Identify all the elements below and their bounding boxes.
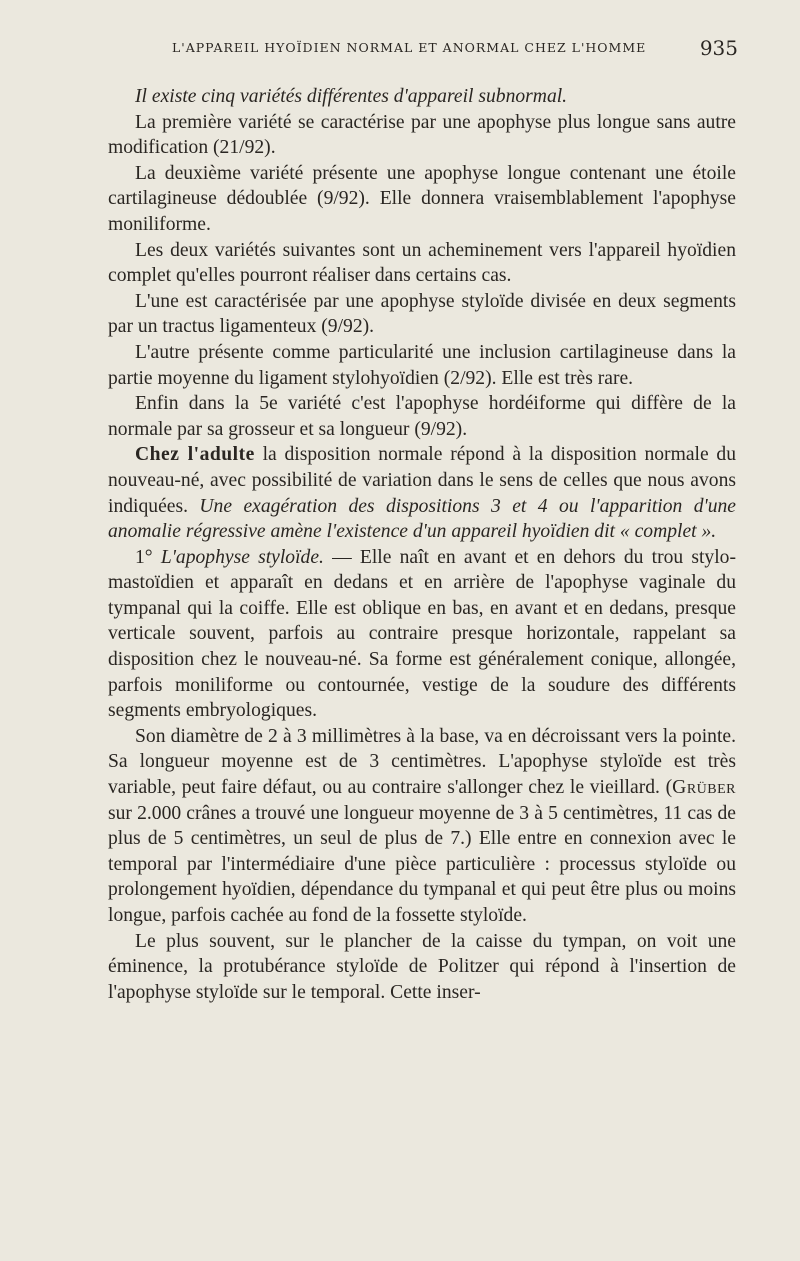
adult-italic: Une exagération des dispositions 3 et 4 ou l'apparition d'une anomalie régressive amène l'existence d'un appareil hyoïdien dit « complet ». [108, 495, 736, 543]
adult-text: la disposition normale répond à la disposition normale du nouveau-né, avec possibilité de variation dans le sens de celles que nous avons indiquées. [108, 444, 737, 517]
diameter-text-b: sur 2.000 crânes a trouvé une longueur moyenne de 3 à 5 centimètres, 11 cas de plus de 5 centimètres, un seul de plus de 7.) Elle entre en connexion avec le temporal par l'intermédiaire d'une pièce particulière : processus styloïde ou prolongement hyoïdien, dépendance du tympanal et qui peut être plus ou moins longue, parfois cachée au fond de la fossette styloïde. [108, 802, 736, 926]
paragraph: L'une est caractérisée par une apophyse styloïde divisée en deux segments par un tractus ligamenteux (9/92). [108, 290, 736, 338]
running-title: L'APPAREIL HYOÏDIEN NORMAL ET ANORMAL CHEZ L'HOMME [172, 40, 647, 55]
paragraph-diameter [108, 724, 736, 929]
body-text [108, 84, 736, 1005]
paragraph: Les deux variétés suivantes sont un acheminement vers l'appareil hyoïdien complet qu'elles pourront réaliser dans certains cas. [108, 239, 736, 287]
author-name: Grüber [672, 777, 736, 799]
styloid-text: — Elle naît en avant et en dehors du trou stylo-mastoïdien et apparaît en dedans et en arrière de l'apophyse vaginale du tympanal qui la coiffe. Elle est oblique en bas, en avant et en dedans, presque verticale souvent, parfois au contraire presque horizontale, rappelant sa disposition chez le nouveau-né. Sa forme est généralement conique, allongée, parfois moniliforme ou contournée, vestige de la soudure des différents segments embryologiques. [108, 546, 736, 722]
paragraph-styloid [108, 545, 736, 724]
section-title: L'apophyse styloïde. [160, 546, 324, 568]
page-header [172, 36, 738, 60]
paragraph-adult [108, 442, 736, 544]
adult-lead: Chez l'adulte [135, 444, 255, 466]
paragraph: Le plus souvent, sur le plancher de la caisse du tympan, on voit une éminence, la protubérance styloïde de Politzer qui répond à l'insertion de l'apophyse styloïde sur le temporal. Cette inser- [108, 930, 736, 1003]
section-number: 1° [135, 546, 161, 568]
paragraph: La première variété se caractérise par une apophyse plus longue sans autre modification (21/92). [108, 111, 736, 159]
paragraph: La deuxième variété présente une apophyse longue contenant une étoile cartilagineuse dédoublée (9/92). Elle donnera vraisemblablement l'apophyse moniliforme. [108, 162, 736, 235]
paragraph: L'autre présente comme particularité une inclusion cartilagineuse dans la partie moyenne du ligament stylohyoïdien (2/92). Elle est très rare. [108, 341, 736, 389]
page-number: 935 [699, 36, 738, 60]
paragraph: Enfin dans la 5e variété c'est l'apophyse hordéiforme qui diffère de la normale par sa grosseur et sa longueur (9/92). [108, 393, 736, 440]
diameter-text-a: Son diamètre de 2 à 3 millimètres à la base, va en décroissant vers la pointe. Sa longueur moyenne est de 3 centimètres. L'apophyse styloïde est très variable, peut faire défaut, ou au contraire s'allonger chez le vieillard. ( [108, 725, 736, 799]
intro-paragraph: Il existe cinq variétés différentes d'appareil subnormal. [135, 86, 568, 107]
